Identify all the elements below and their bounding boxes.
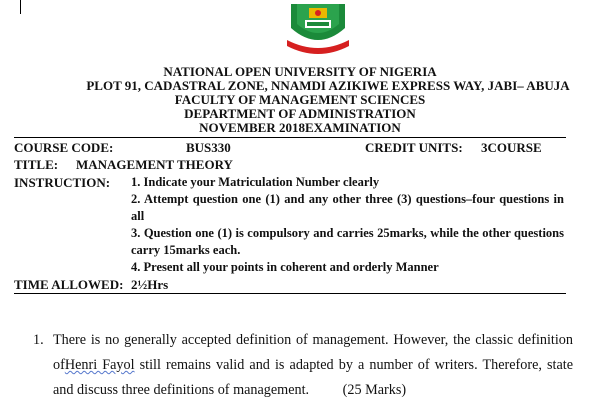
course-code-value: BUS330 (186, 140, 231, 155)
instruction-item: 3. Question one (1) is compulsory and carries 25marks, while the other questions carry 15marks each. (131, 226, 564, 257)
question-text-part: There is no generally accepted definition of management. However, the classic definition of (53, 332, 573, 373)
time-allowed-value: 2½Hrs (131, 277, 169, 292)
title-label: TITLE: (14, 157, 59, 172)
question-marks: (25 Marks) (342, 382, 407, 398)
text-cursor (20, 0, 21, 14)
time-allowed-label: TIME ALLOWED: (14, 277, 124, 292)
instruction-item: 1. Indicate your Matriculation Number clearly (131, 175, 380, 189)
instruction-label: INSTRUCTION: (14, 175, 111, 190)
divider-top (14, 137, 566, 138)
instruction-item: 4. Present all your points in coherent and orderly Manner (131, 260, 439, 274)
title-value: MANAGEMENT THEORY (76, 157, 233, 172)
spellcheck-flagged-word[interactable]: Henri Fayol (64, 357, 135, 373)
university-name: NATIONAL OPEN UNIVERSITY OF NIGERIA (163, 64, 437, 79)
department-name: DEPARTMENT OF ADMINISTRATION (184, 106, 416, 121)
credit-units-value: 3COURSE (481, 140, 542, 155)
question-text (53, 328, 573, 403)
question-number: 1. (33, 332, 44, 348)
university-address: PLOT 91, CADASTRAL ZONE, NNAMDI AZIKIWE EXPRESS WAY, JABI– ABUJA (86, 78, 570, 93)
exam-title: NOVEMBER 2018EXAMINATION (199, 120, 401, 135)
credit-units-label: CREDIT UNITS: (365, 140, 463, 155)
question-1 (33, 328, 573, 403)
university-logo (283, 0, 353, 56)
question-text-part: still remains valid and is adapted by a number of writers. Therefore, state and discuss three definitions of management. (53, 357, 573, 398)
course-code-label: COURSE CODE: (14, 140, 114, 155)
instruction-item: 2. Attempt question one (1) and any other three (3) questions–four questions in all (131, 192, 564, 223)
faculty-name: FACULTY OF MANAGEMENT SCIENCES (174, 92, 426, 107)
divider-bottom (14, 293, 566, 294)
